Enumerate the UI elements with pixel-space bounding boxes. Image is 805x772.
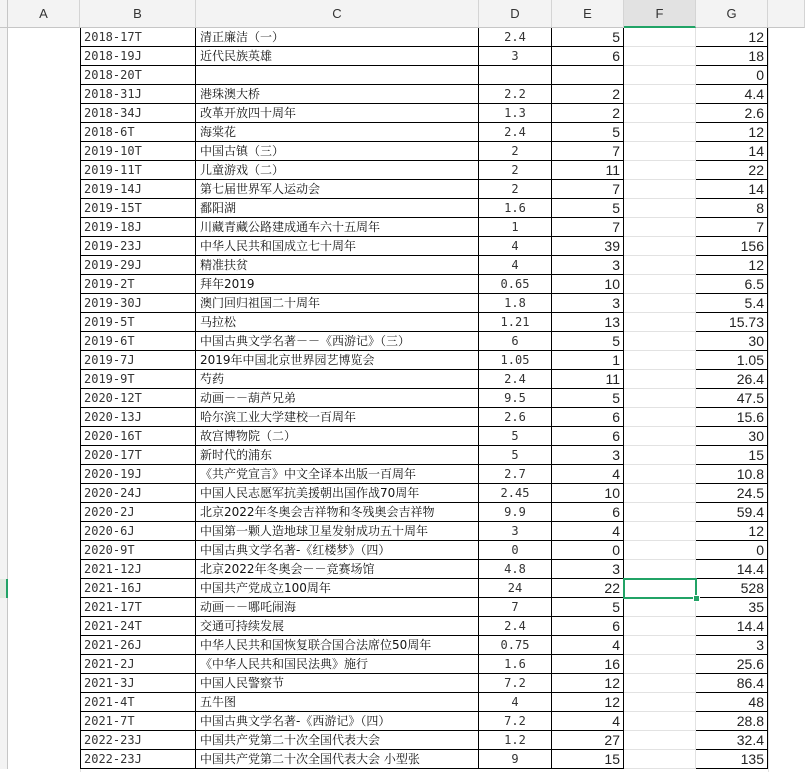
cell-stamp-name[interactable]: 2019年中国北京世界园艺博览会 <box>196 351 479 370</box>
table-row <box>0 85 805 104</box>
cell-quantity[interactable]: 7 <box>552 218 624 237</box>
cell-stamp-name[interactable]: 《共产党宣言》中文全译本出版一百周年 <box>196 465 479 484</box>
cell-empty[interactable] <box>624 560 696 579</box>
cell-total[interactable]: 3 <box>696 636 768 655</box>
cell-stamp-name[interactable]: 动画－－哪吒闹海 <box>196 598 479 617</box>
cell-face-value[interactable]: 2.4 <box>479 28 552 47</box>
cell-empty[interactable] <box>624 142 696 161</box>
cell-stamp-code[interactable]: 2019-14J <box>80 180 196 199</box>
cell-stamp-name[interactable]: 新时代的浦东 <box>196 446 479 465</box>
table-row <box>0 180 805 199</box>
cell-stamp-code[interactable]: 2020-2J <box>80 503 196 522</box>
cell-face-value[interactable]: 9.9 <box>479 503 552 522</box>
table-row <box>0 104 805 123</box>
cell-face-value[interactable]: 9.5 <box>479 389 552 408</box>
cell-stamp-code[interactable]: 2019-5T <box>80 313 196 332</box>
cell-stamp-name[interactable]: 中华人民共和国恢复联合国合法席位50周年 <box>196 636 479 655</box>
cell-total[interactable]: 12 <box>696 28 768 47</box>
cell-stamp-name[interactable]: 芍药 <box>196 370 479 389</box>
table-row <box>0 617 805 636</box>
cell-stamp-name[interactable]: 鄱阳湖 <box>196 199 479 218</box>
cell-quantity[interactable]: 2 <box>552 85 624 104</box>
cell-quantity[interactable]: 10 <box>552 484 624 503</box>
cell-quantity[interactable]: 1 <box>552 351 624 370</box>
cell-total[interactable]: 135 <box>696 750 768 769</box>
table-row <box>0 731 805 750</box>
cell-stamp-name[interactable]: 中国共产党第二十次全国代表大会 <box>196 731 479 750</box>
cell-total[interactable]: 14 <box>696 142 768 161</box>
cell-empty[interactable] <box>624 351 696 370</box>
cell-quantity[interactable]: 16 <box>552 655 624 674</box>
cell-stamp-code[interactable]: 2018-19J <box>80 47 196 66</box>
cell-empty[interactable] <box>624 408 696 427</box>
cell-empty[interactable] <box>624 674 696 693</box>
cell-total[interactable]: 18 <box>696 47 768 66</box>
cell-quantity[interactable]: 3 <box>552 294 624 313</box>
cell-stamp-code[interactable]: 2021-24T <box>80 617 196 636</box>
cell-stamp-name[interactable]: 海棠花 <box>196 123 479 142</box>
cell-quantity[interactable]: 4 <box>552 465 624 484</box>
table-row <box>0 503 805 522</box>
cell-empty[interactable] <box>624 370 696 389</box>
cell-total[interactable]: 528 <box>696 579 768 598</box>
cell-empty[interactable] <box>624 28 696 47</box>
cell-total[interactable]: 10.8 <box>696 465 768 484</box>
cell-face-value[interactable]: 4.8 <box>479 560 552 579</box>
active-cell-selection <box>623 578 697 599</box>
cell-total[interactable]: 12 <box>696 123 768 142</box>
cell-stamp-name[interactable]: 中国第一颗人造地球卫星发射成功五十周年 <box>196 522 479 541</box>
cell-face-value[interactable]: 0.75 <box>479 636 552 655</box>
cell-stamp-name[interactable]: 中国人民志愿军抗美援朝出国作战70周年 <box>196 484 479 503</box>
cell-quantity[interactable]: 3 <box>552 446 624 465</box>
cell-stamp-code[interactable]: 2018-20T <box>80 66 196 85</box>
cell-empty[interactable] <box>624 275 696 294</box>
cell-stamp-code[interactable]: 2021-4T <box>80 693 196 712</box>
cell-total[interactable]: 14.4 <box>696 560 768 579</box>
cell-stamp-name[interactable]: 北京2022年冬奥会－－竞赛场馆 <box>196 560 479 579</box>
cell-quantity[interactable]: 11 <box>552 161 624 180</box>
cell-stamp-name[interactable]: 五牛图 <box>196 693 479 712</box>
cell-quantity[interactable]: 6 <box>552 47 624 66</box>
cell-stamp-code[interactable]: 2019-30J <box>80 294 196 313</box>
cell-total[interactable]: 0 <box>696 541 768 560</box>
cell-stamp-name[interactable]: 中国人民警察节 <box>196 674 479 693</box>
cell-total[interactable]: 8 <box>696 199 768 218</box>
cell-empty[interactable] <box>624 256 696 275</box>
table-row <box>0 408 805 427</box>
cell-quantity[interactable]: 7 <box>552 142 624 161</box>
cell-stamp-name[interactable]: 中华人民共和国成立七十周年 <box>196 237 479 256</box>
cell-stamp-code[interactable]: 2020-9T <box>80 541 196 560</box>
cell-total[interactable]: 48 <box>696 693 768 712</box>
column-header-g[interactable]: G <box>696 0 768 28</box>
cell-empty[interactable] <box>624 484 696 503</box>
cell-face-value[interactable]: 2.2 <box>479 85 552 104</box>
cell-quantity[interactable]: 27 <box>552 731 624 750</box>
cell-total[interactable]: 35 <box>696 598 768 617</box>
cell-total[interactable]: 26.4 <box>696 370 768 389</box>
cell-face-value[interactable]: 1.6 <box>479 655 552 674</box>
cell-total[interactable]: 25.6 <box>696 655 768 674</box>
cell-quantity[interactable]: 7 <box>552 180 624 199</box>
cell-face-value[interactable]: 1.8 <box>479 294 552 313</box>
cell-face-value[interactable]: 1.2 <box>479 731 552 750</box>
cell-empty[interactable] <box>624 237 696 256</box>
cell-face-value[interactable]: 2.4 <box>479 617 552 636</box>
cell-total[interactable]: 14 <box>696 180 768 199</box>
cell-stamp-name[interactable]: 中国古典文学名著－－《西游记》（三） <box>196 332 479 351</box>
cell-stamp-code[interactable]: 2019-7J <box>80 351 196 370</box>
cell-quantity[interactable]: 11 <box>552 370 624 389</box>
cell-empty[interactable] <box>624 693 696 712</box>
cell-quantity[interactable]: 5 <box>552 28 624 47</box>
cell-empty[interactable] <box>624 522 696 541</box>
table-row <box>0 598 805 617</box>
cell-stamp-code[interactable]: 2021-3J <box>80 674 196 693</box>
cell-face-value[interactable]: 1.3 <box>479 104 552 123</box>
cell-stamp-name[interactable]: 改革开放四十周年 <box>196 104 479 123</box>
table-row <box>0 237 805 256</box>
cell-total[interactable]: 4.4 <box>696 85 768 104</box>
cell-face-value[interactable]: 7 <box>479 598 552 617</box>
table-row <box>0 427 805 446</box>
cell-face-value[interactable]: 2.4 <box>479 370 552 389</box>
cell-empty[interactable] <box>624 617 696 636</box>
cell-stamp-code[interactable]: 2019-2T <box>80 275 196 294</box>
cell-stamp-code[interactable]: 2019-9T <box>80 370 196 389</box>
cell-empty[interactable] <box>624 199 696 218</box>
cell-empty[interactable] <box>624 161 696 180</box>
cell-quantity[interactable]: 5 <box>552 199 624 218</box>
table-row <box>0 256 805 275</box>
cell-stamp-code[interactable]: 2021-26J <box>80 636 196 655</box>
cell-total[interactable]: 86.4 <box>696 674 768 693</box>
cell-face-value[interactable]: 4 <box>479 693 552 712</box>
column-header-c[interactable]: C <box>196 0 479 28</box>
cell-stamp-name[interactable]: 儿童游戏（二） <box>196 161 479 180</box>
cell-total[interactable]: 0 <box>696 66 768 85</box>
cell-stamp-code[interactable]: 2020-12T <box>80 389 196 408</box>
cell-stamp-code[interactable]: 2021-12J <box>80 560 196 579</box>
table-row <box>0 484 805 503</box>
cell-empty[interactable] <box>624 180 696 199</box>
cell-stamp-code[interactable]: 2021-16J <box>80 579 196 598</box>
column-header-d[interactable]: D <box>479 0 552 28</box>
cell-quantity[interactable]: 3 <box>552 256 624 275</box>
cell-face-value[interactable]: 2.45 <box>479 484 552 503</box>
cell-stamp-code[interactable]: 2020-24J <box>80 484 196 503</box>
cell-stamp-name[interactable]: 交通可持续发展 <box>196 617 479 636</box>
table-row <box>0 161 805 180</box>
cell-stamp-name[interactable]: 马拉松 <box>196 313 479 332</box>
cell-face-value[interactable]: 5 <box>479 446 552 465</box>
cell-quantity[interactable]: 2 <box>552 104 624 123</box>
cell-empty[interactable] <box>624 636 696 655</box>
cell-face-value[interactable]: 7.2 <box>479 674 552 693</box>
cell-quantity[interactable]: 4 <box>552 636 624 655</box>
cell-stamp-name[interactable]: 故宫博物院（二） <box>196 427 479 446</box>
cell-empty[interactable] <box>624 294 696 313</box>
cell-empty[interactable] <box>624 446 696 465</box>
cell-quantity[interactable]: 4 <box>552 712 624 731</box>
cell-total[interactable]: 12 <box>696 522 768 541</box>
cell-stamp-code[interactable]: 2021-17T <box>80 598 196 617</box>
cell-face-value[interactable]: 4 <box>479 256 552 275</box>
cell-stamp-code[interactable]: 2022-23J <box>80 750 196 769</box>
cell-quantity[interactable]: 6 <box>552 427 624 446</box>
table-row <box>0 389 805 408</box>
cell-stamp-code[interactable]: 2019-6T <box>80 332 196 351</box>
table-row <box>0 313 805 332</box>
cell-stamp-name[interactable]: 中国古典文学名著-《西游记》（四） <box>196 712 479 731</box>
cell-quantity[interactable]: 6 <box>552 503 624 522</box>
column-header-b[interactable]: B <box>80 0 196 28</box>
cell-face-value[interactable]: 0.65 <box>479 275 552 294</box>
cell-total[interactable]: 28.8 <box>696 712 768 731</box>
cell-quantity[interactable] <box>552 66 624 85</box>
cell-quantity[interactable]: 5 <box>552 389 624 408</box>
cell-stamp-code[interactable]: 2019-18J <box>80 218 196 237</box>
cell-face-value[interactable] <box>479 66 552 85</box>
cell-quantity[interactable]: 15 <box>552 750 624 769</box>
table-row <box>0 541 805 560</box>
table-row <box>0 693 805 712</box>
cell-empty[interactable] <box>624 218 696 237</box>
cell-stamp-code[interactable]: 2018-31J <box>80 85 196 104</box>
cell-total[interactable]: 5.4 <box>696 294 768 313</box>
cell-stamp-name[interactable]: 中国古典文学名著-《红楼梦》（四） <box>196 541 479 560</box>
column-header-e[interactable]: E <box>552 0 624 28</box>
cell-empty[interactable] <box>624 427 696 446</box>
cell-face-value[interactable]: 6 <box>479 332 552 351</box>
cell-stamp-code[interactable]: 2019-29J <box>80 256 196 275</box>
cell-stamp-code[interactable]: 2020-17T <box>80 446 196 465</box>
cell-face-value[interactable]: 24 <box>479 579 552 598</box>
cell-quantity[interactable]: 5 <box>552 598 624 617</box>
cell-stamp-name[interactable]: 澳门回归祖国二十周年 <box>196 294 479 313</box>
cell-total[interactable]: 32.4 <box>696 731 768 750</box>
cell-stamp-name[interactable]: 清正廉洁（一） <box>196 28 479 47</box>
table-row <box>0 465 805 484</box>
cell-quantity[interactable]: 12 <box>552 693 624 712</box>
cell-total[interactable]: 7 <box>696 218 768 237</box>
cell-stamp-code[interactable]: 2020-13J <box>80 408 196 427</box>
table-row <box>0 294 805 313</box>
cell-total[interactable]: 14.4 <box>696 617 768 636</box>
table-row <box>0 655 805 674</box>
table-row <box>0 674 805 693</box>
cell-quantity[interactable]: 6 <box>552 408 624 427</box>
cell-face-value[interactable]: 4 <box>479 237 552 256</box>
cell-empty[interactable] <box>624 85 696 104</box>
cell-face-value[interactable]: 2.4 <box>479 123 552 142</box>
cell-empty[interactable] <box>624 332 696 351</box>
table-row <box>0 750 805 769</box>
cell-stamp-name[interactable]: 精准扶贫 <box>196 256 479 275</box>
cell-face-value[interactable]: 9 <box>479 750 552 769</box>
table-row <box>0 66 805 85</box>
cell-stamp-name[interactable]: 《中华人民共和国民法典》施行 <box>196 655 479 674</box>
cell-face-value[interactable]: 0 <box>479 541 552 560</box>
cell-total[interactable]: 1.05 <box>696 351 768 370</box>
cell-stamp-name[interactable]: 近代民族英雄 <box>196 47 479 66</box>
cell-stamp-name[interactable]: 中国共产党第二十次全国代表大会 小型张 <box>196 750 479 769</box>
table-row <box>0 199 805 218</box>
column-header-a[interactable]: A <box>8 0 80 28</box>
cell-quantity[interactable]: 39 <box>552 237 624 256</box>
table-row <box>0 142 805 161</box>
cell-stamp-code[interactable]: 2020-19J <box>80 465 196 484</box>
cell-total[interactable]: 24.5 <box>696 484 768 503</box>
table-row <box>0 123 805 142</box>
cell-stamp-code[interactable]: 2019-10T <box>80 142 196 161</box>
cell-empty[interactable] <box>624 598 696 617</box>
cell-empty[interactable] <box>624 465 696 484</box>
cell-stamp-code[interactable]: 2019-15T <box>80 199 196 218</box>
cell-face-value[interactable]: 2 <box>479 142 552 161</box>
cell-empty[interactable] <box>624 541 696 560</box>
cell-quantity[interactable]: 5 <box>552 123 624 142</box>
cell-quantity[interactable]: 6 <box>552 617 624 636</box>
cell-total[interactable]: 30 <box>696 427 768 446</box>
cell-empty[interactable] <box>624 389 696 408</box>
cell-empty[interactable] <box>624 731 696 750</box>
fill-handle[interactable] <box>693 595 700 602</box>
cell-face-value[interactable]: 1.05 <box>479 351 552 370</box>
cell-total[interactable]: 59.4 <box>696 503 768 522</box>
cell-stamp-code[interactable]: 2022-23J <box>80 731 196 750</box>
cell-stamp-name[interactable]: 港珠澳大桥 <box>196 85 479 104</box>
cell-stamp-name[interactable]: 北京2022年冬奥会吉祥物和冬残奥会吉祥物 <box>196 503 479 522</box>
cell-stamp-code[interactable]: 2021-7T <box>80 712 196 731</box>
table-row <box>0 28 805 47</box>
cell-stamp-code[interactable]: 2018-6T <box>80 123 196 142</box>
column-header-overflow[interactable] <box>768 0 805 28</box>
cell-face-value[interactable]: 3 <box>479 47 552 66</box>
cell-quantity[interactable]: 10 <box>552 275 624 294</box>
cell-face-value[interactable]: 2 <box>479 161 552 180</box>
cell-total[interactable]: 2.6 <box>696 104 768 123</box>
cell-stamp-name[interactable]: 动画－－葫芦兄弟 <box>196 389 479 408</box>
table-row <box>0 351 805 370</box>
cell-empty[interactable] <box>624 503 696 522</box>
cell-total[interactable]: 6.5 <box>696 275 768 294</box>
cell-stamp-name[interactable] <box>196 66 479 85</box>
cell-face-value[interactable]: 1.21 <box>479 313 552 332</box>
cell-quantity[interactable]: 0 <box>552 541 624 560</box>
cell-total[interactable]: 22 <box>696 161 768 180</box>
cell-stamp-code[interactable]: 2020-6J <box>80 522 196 541</box>
cell-stamp-name[interactable]: 中国共产党成立100周年 <box>196 579 479 598</box>
table-row <box>0 636 805 655</box>
cell-face-value[interactable]: 2 <box>479 180 552 199</box>
cell-stamp-code[interactable]: 2020-16T <box>80 427 196 446</box>
cell-quantity[interactable]: 12 <box>552 674 624 693</box>
table-row <box>0 560 805 579</box>
cell-stamp-code[interactable]: 2018-17T <box>80 28 196 47</box>
cell-quantity[interactable]: 3 <box>552 560 624 579</box>
cell-quantity[interactable]: 4 <box>552 522 624 541</box>
table-row <box>0 332 805 351</box>
table-row <box>0 522 805 541</box>
cell-quantity[interactable]: 5 <box>552 332 624 351</box>
cell-total[interactable]: 156 <box>696 237 768 256</box>
cell-empty[interactable] <box>624 66 696 85</box>
select-all-corner[interactable] <box>0 0 8 28</box>
column-header-f[interactable]: F <box>624 0 696 28</box>
cell-face-value[interactable]: 1 <box>479 218 552 237</box>
cell-total[interactable]: 30 <box>696 332 768 351</box>
cell-stamp-name[interactable]: 中国古镇（三） <box>196 142 479 161</box>
cell-face-value[interactable]: 1.6 <box>479 199 552 218</box>
cell-stamp-code[interactable]: 2019-23J <box>80 237 196 256</box>
cell-total[interactable]: 12 <box>696 256 768 275</box>
table-row <box>0 47 805 66</box>
table-row <box>0 370 805 389</box>
cell-quantity[interactable]: 13 <box>552 313 624 332</box>
cell-total[interactable]: 47.5 <box>696 389 768 408</box>
cell-stamp-name[interactable]: 哈尔滨工业大学建校一百周年 <box>196 408 479 427</box>
table-row <box>0 218 805 237</box>
table-row <box>0 712 805 731</box>
cell-stamp-name[interactable]: 川藏青藏公路建成通车六十五周年 <box>196 218 479 237</box>
table-row <box>0 446 805 465</box>
cell-face-value[interactable]: 5 <box>479 427 552 446</box>
cell-face-value[interactable]: 3 <box>479 522 552 541</box>
table-row <box>0 275 805 294</box>
cell-stamp-code[interactable]: 2021-2J <box>80 655 196 674</box>
cell-total[interactable]: 15.73 <box>696 313 768 332</box>
cell-empty[interactable] <box>624 750 696 769</box>
cell-stamp-name[interactable]: 第七届世界军人运动会 <box>196 180 479 199</box>
cell-face-value[interactable]: 2.6 <box>479 408 552 427</box>
cell-empty[interactable] <box>624 47 696 66</box>
cell-stamp-code[interactable]: 2019-11T <box>80 161 196 180</box>
cell-quantity[interactable]: 22 <box>552 579 624 598</box>
cell-total[interactable]: 15.6 <box>696 408 768 427</box>
cell-empty[interactable] <box>624 313 696 332</box>
cell-face-value[interactable]: 2.7 <box>479 465 552 484</box>
cell-stamp-name[interactable]: 拜年2019 <box>196 275 479 294</box>
cell-empty[interactable] <box>624 655 696 674</box>
cell-face-value[interactable]: 7.2 <box>479 712 552 731</box>
cell-empty[interactable] <box>624 104 696 123</box>
cell-empty[interactable] <box>624 123 696 142</box>
cell-empty[interactable] <box>624 712 696 731</box>
cell-total[interactable]: 15 <box>696 446 768 465</box>
cell-stamp-code[interactable]: 2018-34J <box>80 104 196 123</box>
